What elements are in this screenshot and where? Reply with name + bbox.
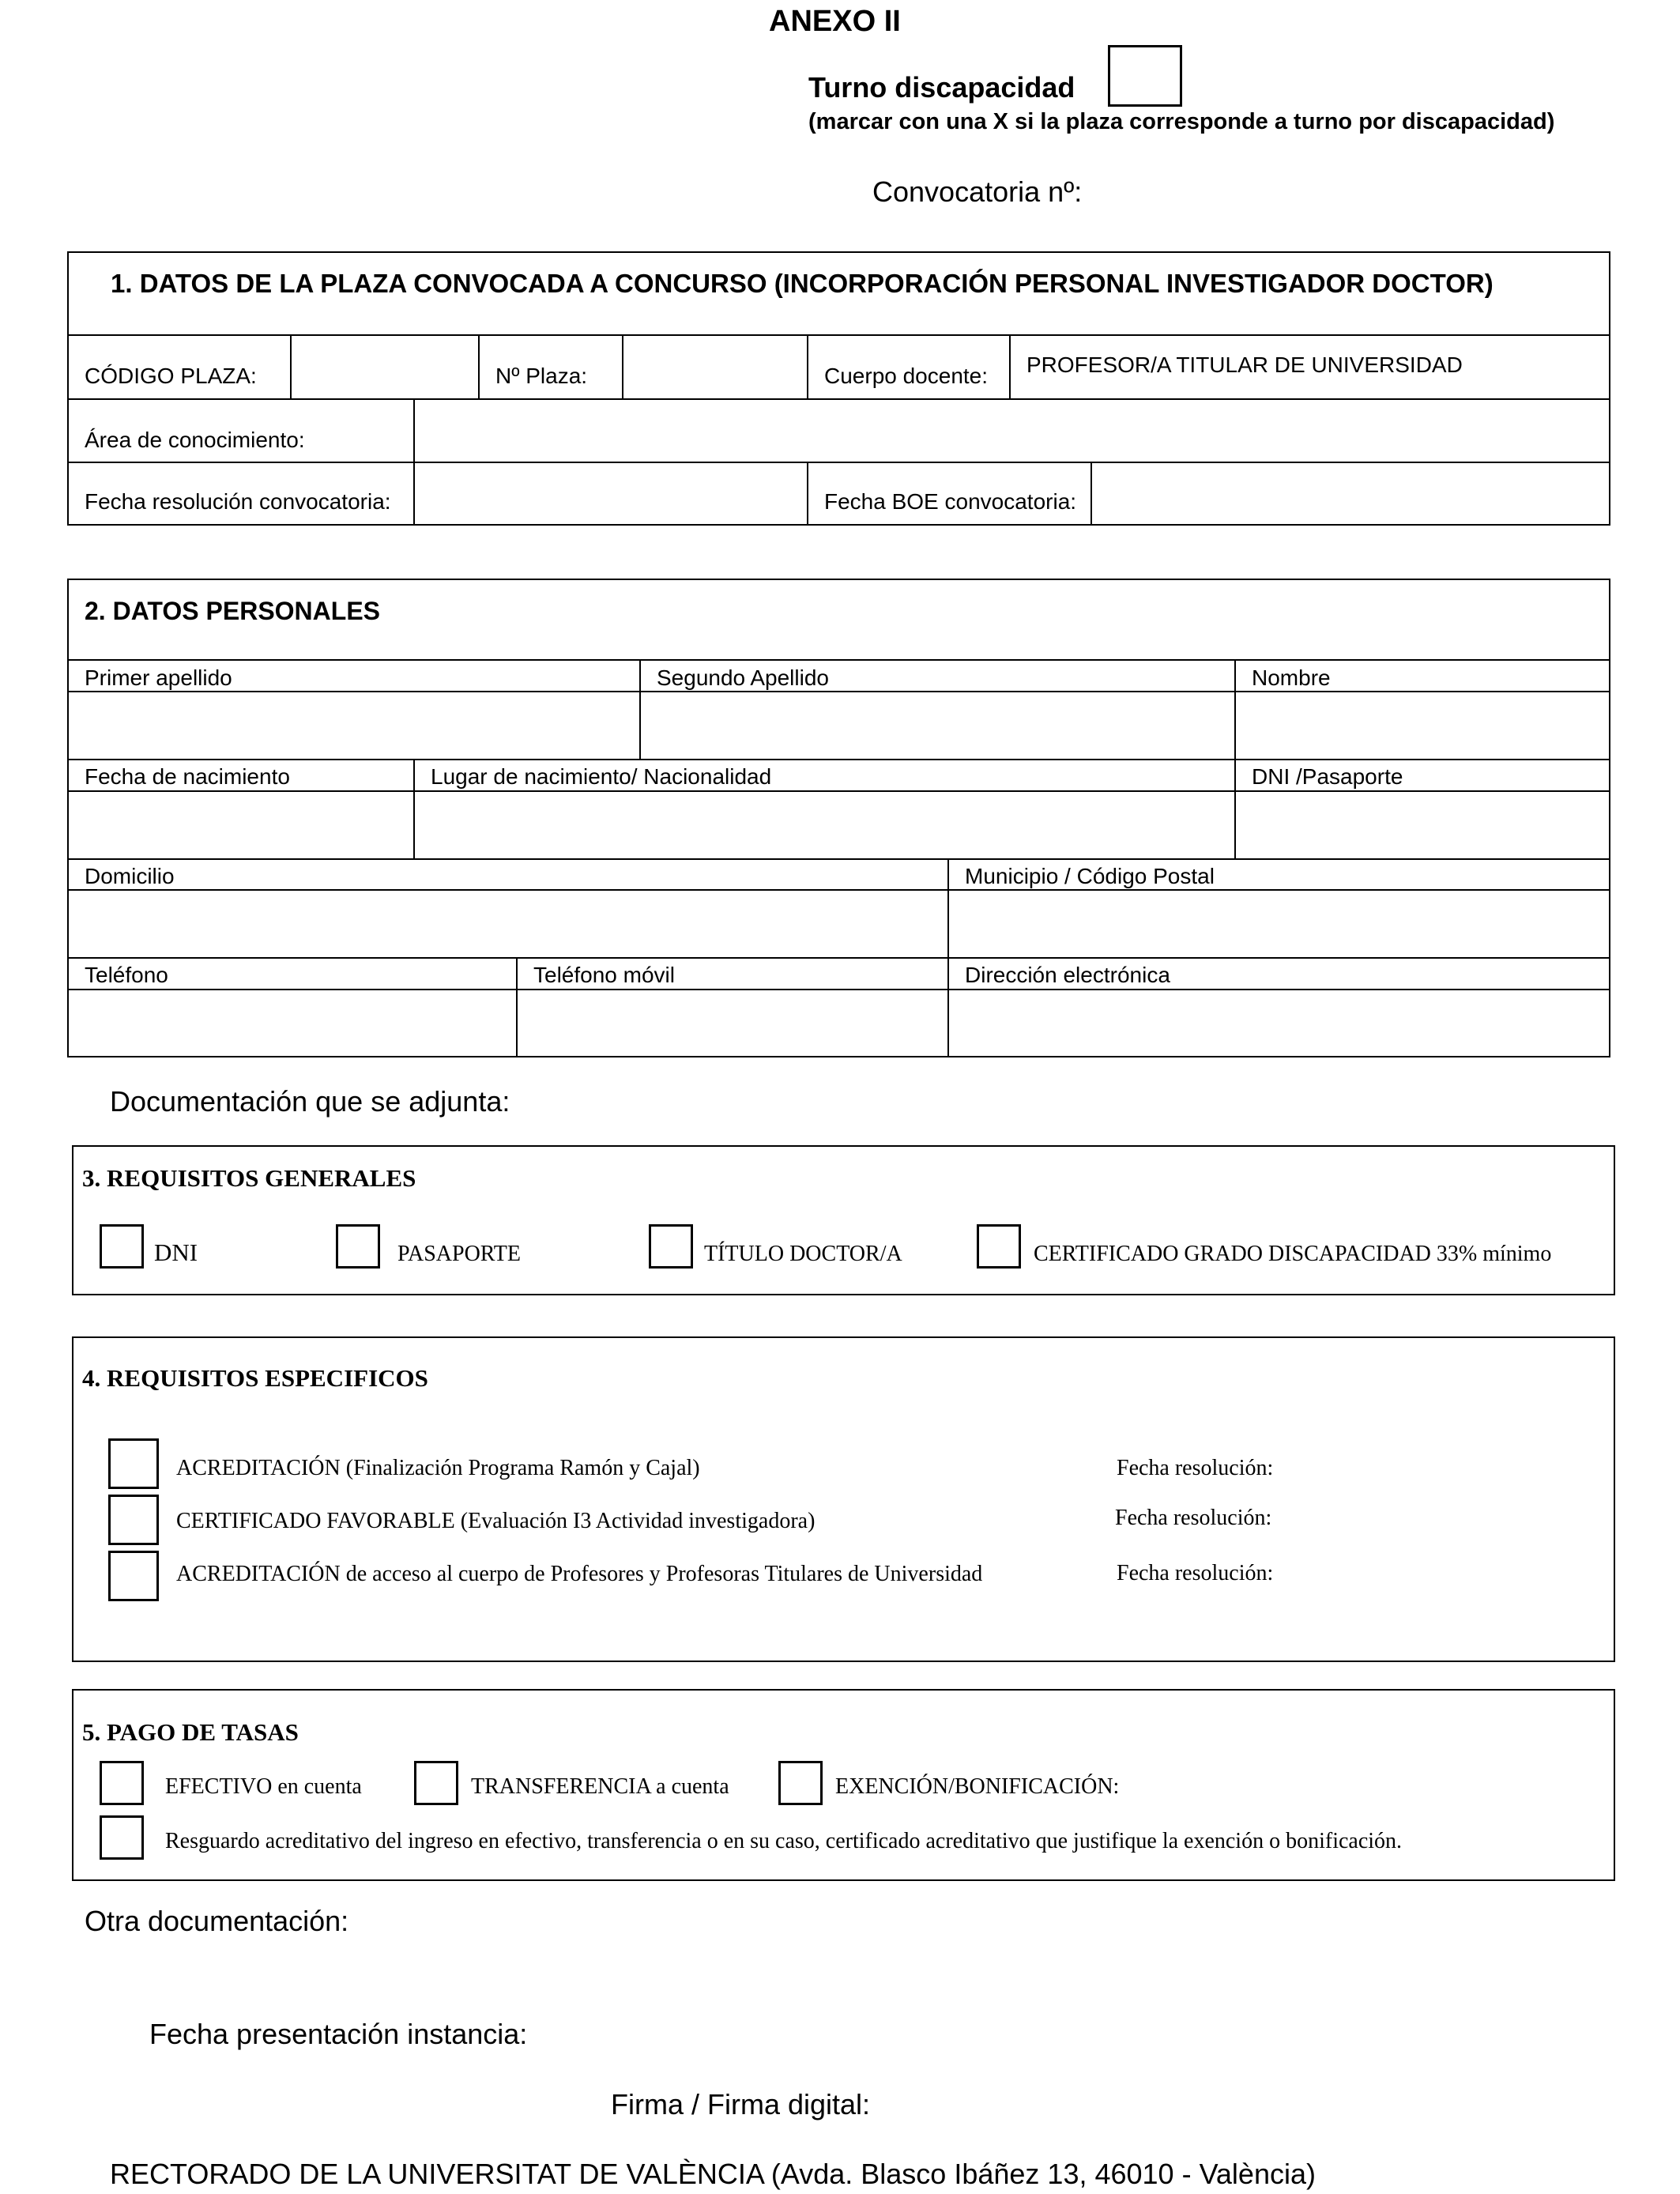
- lugar-nacimiento-field[interactable]: [416, 793, 1234, 858]
- titulo-doctor-option-label: TÍTULO DOCTOR/A: [704, 1242, 902, 1266]
- efectivo-label: EFECTIVO en cuenta: [165, 1774, 362, 1799]
- acreditacion-ryc-label: ACREDITACIÓN (Finalización Programa Ramón y Cajal): [176, 1456, 700, 1480]
- resguardo-label: Resguardo acreditativo del ingreso en efectivo, transferencia o en su caso, certificado acreditativo que justifique la exención o bonificación.: [165, 1829, 1403, 1853]
- n-plaza-label: Nº Plaza:: [495, 364, 588, 388]
- nombre-label: Nombre: [1252, 665, 1331, 690]
- acreditacion-titulares-label: ACREDITACIÓN de acceso al cuerpo de Profesores y Profesoras Titulares de Universidad: [176, 1562, 983, 1586]
- section-1-title: 1. DATOS DE LA PLAZA CONVOCADA A CONCURSO (INCORPORACIÓN PERSONAL INVESTIGADOR DOCTOR): [111, 269, 1494, 298]
- other-docs-label: Otra documentación:: [85, 1905, 349, 1937]
- titulo-doctor-checkbox[interactable]: [649, 1224, 693, 1269]
- domicilio-field[interactable]: [70, 892, 947, 956]
- segundo-apellido-label: Segundo Apellido: [657, 665, 829, 690]
- fecha-resolucion-label: Fecha resolución convocatoria:: [85, 489, 391, 514]
- dni-pasaporte-label: DNI /Pasaporte: [1252, 764, 1403, 789]
- acreditacion-ryc-checkbox[interactable]: [108, 1438, 159, 1489]
- fecha-boe-field[interactable]: [1093, 464, 1609, 524]
- fecha-nacimiento-field[interactable]: [70, 793, 412, 858]
- direccion-electronica-field[interactable]: [950, 991, 1609, 1056]
- disability-turn-note: (marcar con una X si la plaza corresponde a turno por discapacidad): [808, 109, 1555, 134]
- transferencia-label: TRANSFERENCIA a cuenta: [471, 1774, 729, 1799]
- telefono-field[interactable]: [70, 991, 515, 1056]
- certificado-i3-checkbox[interactable]: [108, 1495, 159, 1545]
- fecha-boe-label: Fecha BOE convocatoria:: [824, 489, 1077, 514]
- telefono-label: Teléfono: [85, 963, 168, 987]
- submission-date-label: Fecha presentación instancia:: [149, 2018, 528, 2050]
- certificado-i3-date-label: Fecha resolución:: [1115, 1506, 1272, 1530]
- certificado-discapacidad-option-label: CERTIFICADO GRADO DISCAPACIDAD 33% mínimo: [1034, 1242, 1552, 1266]
- call-number-label: Convocatoria nº:: [872, 175, 1083, 208]
- municipio-label: Municipio / Código Postal: [965, 864, 1215, 888]
- section-3-title: 3. REQUISITOS GENERALES: [82, 1164, 416, 1192]
- n-plaza-field[interactable]: [624, 337, 806, 397]
- signature-label: Firma / Firma digital:: [611, 2088, 871, 2120]
- pasaporte-checkbox[interactable]: [336, 1224, 380, 1269]
- area-conocimiento-field[interactable]: [416, 401, 1609, 461]
- primer-apellido-field[interactable]: [70, 693, 638, 758]
- transferencia-checkbox[interactable]: [414, 1761, 458, 1805]
- documentation-label: Documentación que se adjunta:: [110, 1085, 510, 1118]
- acreditacion-titulares-checkbox[interactable]: [108, 1551, 159, 1601]
- pasaporte-option-label: PASAPORTE: [397, 1242, 522, 1266]
- fecha-resolucion-field[interactable]: [416, 464, 806, 524]
- dni-pasaporte-field[interactable]: [1237, 793, 1609, 858]
- disability-turn-label: Turno discapacidad: [808, 71, 1075, 104]
- telefono-movil-field[interactable]: [518, 991, 947, 1056]
- acreditacion-ryc-date-label: Fecha resolución:: [1117, 1456, 1274, 1480]
- nombre-field[interactable]: [1237, 693, 1609, 758]
- section-2-title: 2. DATOS PERSONALES: [85, 597, 380, 625]
- cuerpo-docente-label: Cuerpo docente:: [824, 364, 989, 388]
- rectorate-address: RECTORADO DE LA UNIVERSITAT DE VALÈNCIA (Avda. Blasco Ibáñez 13, 46010 - València): [110, 2158, 1316, 2190]
- codigo-plaza-field[interactable]: [292, 337, 477, 397]
- section-5-title: 5. PAGO DE TASAS: [82, 1718, 299, 1746]
- municipio-field[interactable]: [950, 892, 1609, 956]
- fecha-nacimiento-label: Fecha de nacimiento: [85, 764, 290, 789]
- lugar-nacimiento-label: Lugar de nacimiento/ Nacionalidad: [431, 764, 772, 789]
- cuerpo-docente-value: PROFESOR/A TITULAR DE UNIVERSIDAD: [1026, 352, 1463, 377]
- acreditacion-titulares-date-label: Fecha resolución:: [1117, 1561, 1274, 1585]
- efectivo-checkbox[interactable]: [100, 1761, 144, 1805]
- exencion-label: EXENCIÓN/BONIFICACIÓN:: [835, 1774, 1120, 1799]
- annex-title: ANEXO II: [769, 5, 901, 38]
- codigo-plaza-label: CÓDIGO PLAZA:: [85, 364, 257, 388]
- segundo-apellido-field[interactable]: [642, 693, 1234, 758]
- disability-turn-checkbox[interactable]: [1108, 45, 1182, 107]
- primer-apellido-label: Primer apellido: [85, 665, 232, 690]
- exencion-checkbox[interactable]: [778, 1761, 823, 1805]
- direccion-electronica-label: Dirección electrónica: [965, 963, 1170, 987]
- section-4-title: 4. REQUISITOS ESPECIFICOS: [82, 1364, 428, 1392]
- dni-option-label: DNI: [154, 1238, 198, 1266]
- telefono-movil-label: Teléfono móvil: [533, 963, 675, 987]
- area-conocimiento-label: Área de conocimiento:: [85, 428, 305, 452]
- certificado-i3-label: CERTIFICADO FAVORABLE (Evaluación I3 Actividad investigadora): [176, 1509, 816, 1533]
- domicilio-label: Domicilio: [85, 864, 175, 888]
- dni-checkbox[interactable]: [100, 1224, 144, 1269]
- resguardo-checkbox[interactable]: [100, 1815, 144, 1860]
- certificado-discapacidad-checkbox[interactable]: [977, 1224, 1021, 1269]
